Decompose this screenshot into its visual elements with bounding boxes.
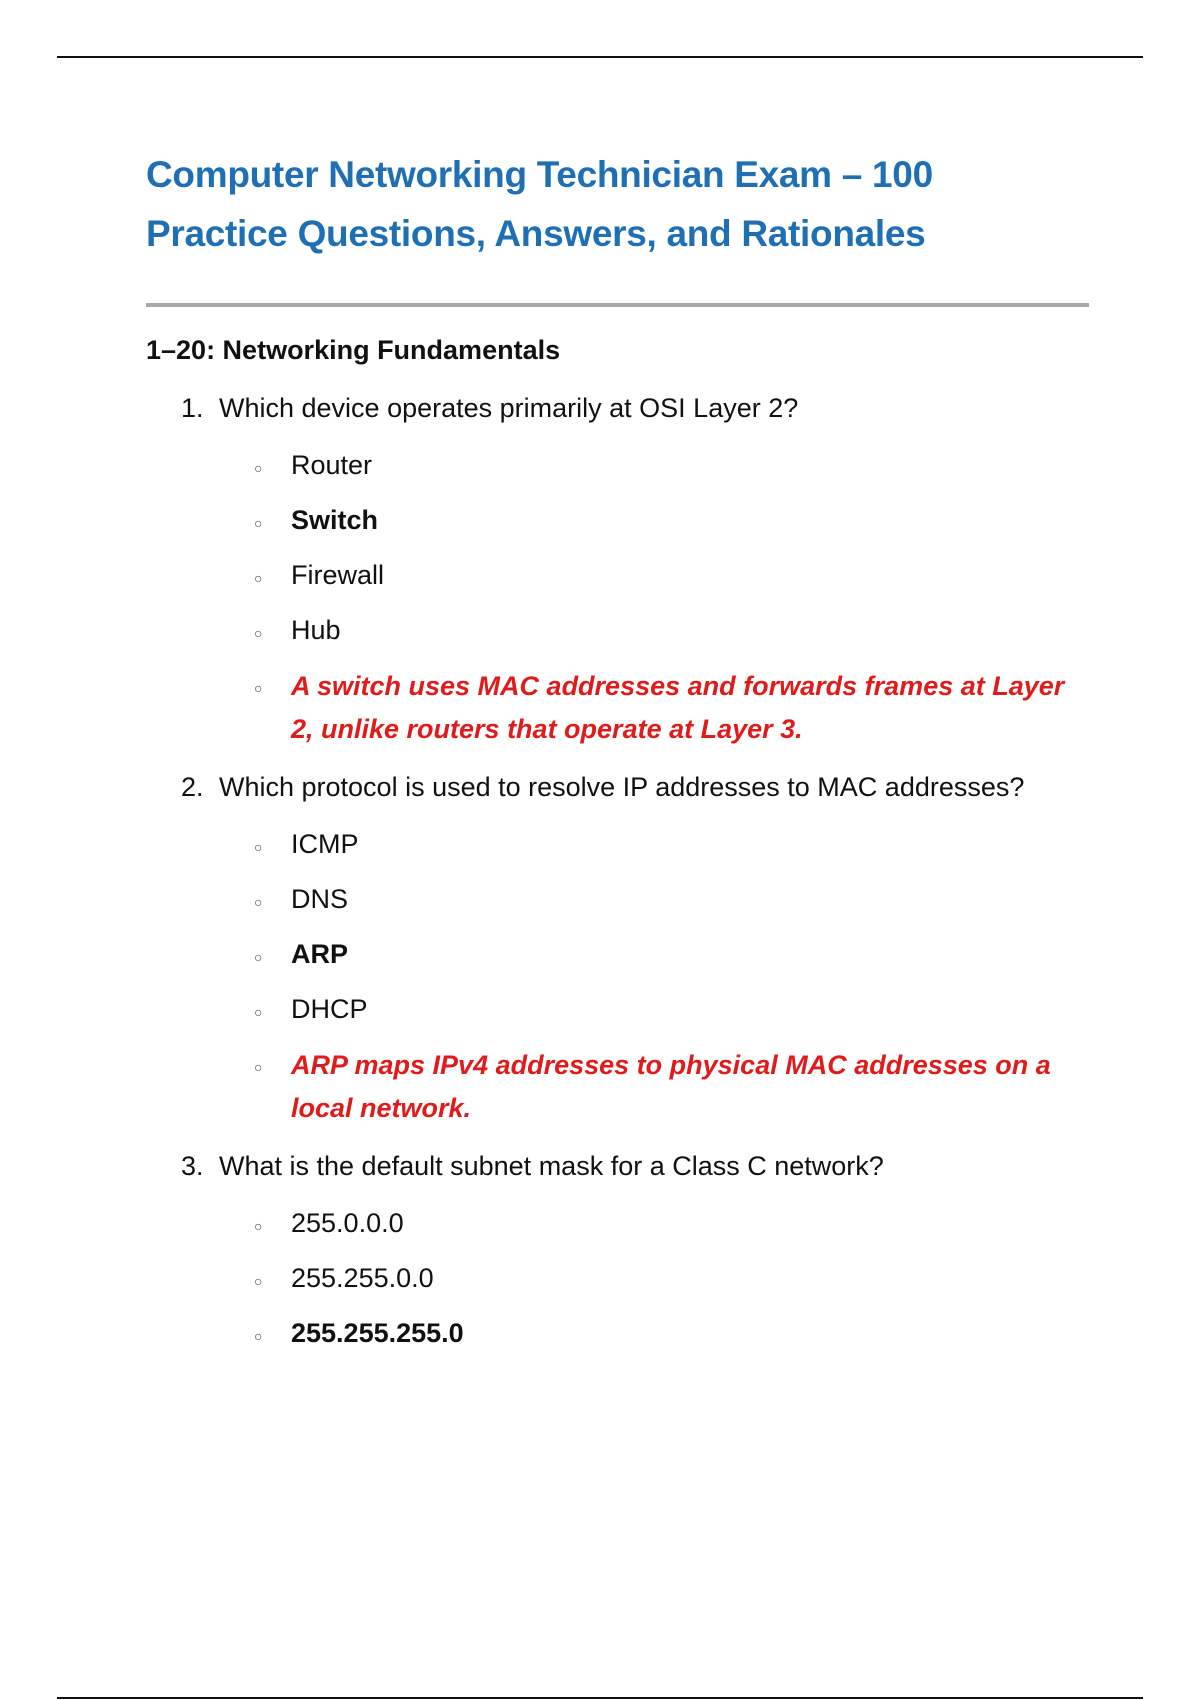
title-line-2: Practice Questions, Answers, and Rationales	[146, 213, 926, 254]
page-top-rule	[57, 56, 1143, 58]
option-text: 255.255.255.0	[291, 1318, 464, 1348]
document-title	[146, 145, 1091, 263]
rationale-text: A switch uses MAC addresses and forwards frames at Layer 2, unlike routers that operate at Layer 3.	[291, 671, 1065, 744]
circle-bullet-icon: ○	[254, 1059, 263, 1075]
circle-bullet-icon: ○	[254, 894, 263, 910]
answer-option	[146, 989, 1091, 1029]
answer-option	[146, 445, 1091, 485]
question-2	[146, 765, 1091, 1130]
circle-bullet-icon: ○	[254, 1273, 263, 1289]
option-text: Router	[291, 450, 373, 480]
circle-bullet-icon: ○	[254, 625, 263, 641]
question-number: 3.	[181, 1151, 204, 1181]
rationale	[146, 665, 1091, 751]
title-divider	[146, 303, 1089, 307]
answer-options	[146, 824, 1091, 1130]
question-1	[146, 386, 1091, 751]
document-body	[146, 145, 1091, 1367]
question-1-row	[146, 386, 1091, 430]
correct-answer-option	[146, 934, 1091, 974]
answer-option	[146, 824, 1091, 864]
circle-bullet-icon: ○	[254, 1328, 263, 1344]
circle-bullet-icon: ○	[254, 460, 263, 476]
answer-option	[146, 1203, 1091, 1243]
option-text: ICMP	[291, 829, 359, 859]
option-text: Switch	[291, 505, 379, 535]
circle-bullet-icon: ○	[254, 680, 263, 696]
circle-bullet-icon: ○	[254, 1218, 263, 1234]
circle-bullet-icon: ○	[254, 570, 263, 586]
correct-answer-option	[146, 1313, 1091, 1353]
circle-bullet-icon: ○	[254, 1004, 263, 1020]
answer-option	[146, 555, 1091, 595]
section-heading: 1–20: Networking Fundamentals	[146, 335, 561, 365]
option-text: ARP	[291, 939, 349, 969]
answer-option	[146, 610, 1091, 650]
question-3	[146, 1144, 1091, 1353]
question-2-row	[146, 765, 1091, 809]
question-number: 2.	[181, 772, 204, 802]
answer-option	[146, 879, 1091, 919]
question-text: Which protocol is used to resolve IP addresses to MAC addresses?	[219, 772, 1025, 802]
answer-options	[146, 1203, 1091, 1353]
option-text: 255.0.0.0	[291, 1208, 404, 1238]
title-line-1: Computer Networking Technician Exam – 100	[146, 154, 933, 195]
option-text: Firewall	[291, 560, 385, 590]
answer-option	[146, 1258, 1091, 1298]
question-list	[146, 386, 1091, 1353]
page-bottom-rule	[57, 1697, 1143, 1699]
option-text: DHCP	[291, 994, 368, 1024]
question-text: Which device operates primarily at OSI Layer 2?	[219, 393, 799, 423]
rationale	[146, 1044, 1091, 1130]
option-text: DNS	[291, 884, 349, 914]
option-text: Hub	[291, 615, 341, 645]
answer-options	[146, 445, 1091, 751]
question-number: 1.	[181, 393, 204, 423]
option-text: 255.255.0.0	[291, 1263, 434, 1293]
circle-bullet-icon: ○	[254, 515, 263, 531]
question-text: What is the default subnet mask for a Class C network?	[219, 1151, 884, 1181]
rationale-text: ARP maps IPv4 addresses to physical MAC addresses on a local network.	[291, 1050, 1051, 1123]
correct-answer-option	[146, 500, 1091, 540]
question-3-row	[146, 1144, 1091, 1188]
circle-bullet-icon: ○	[254, 949, 263, 965]
circle-bullet-icon: ○	[254, 839, 263, 855]
